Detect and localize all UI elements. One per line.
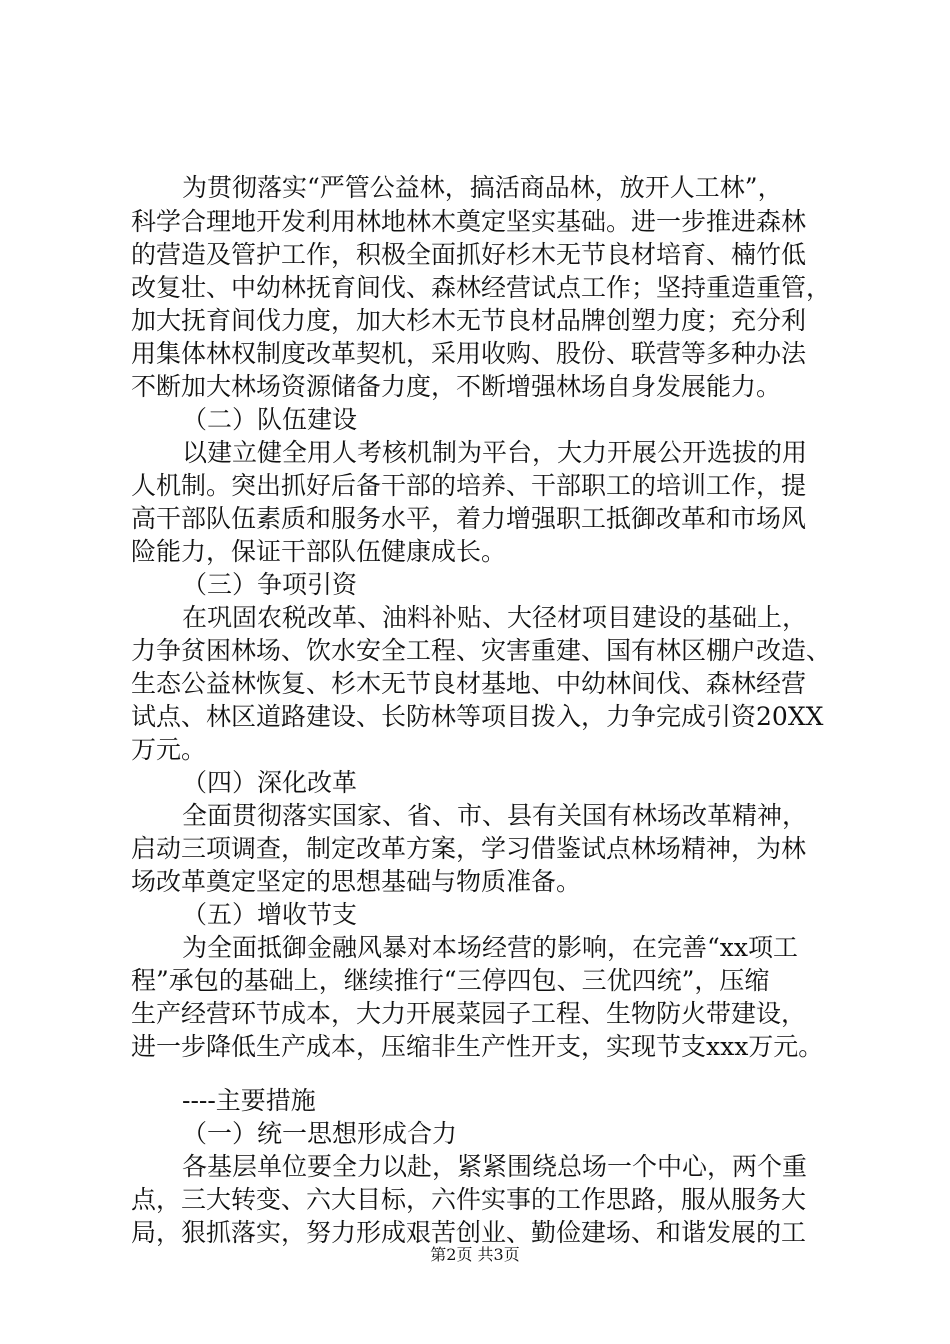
text-line: 场改革奠定坚定的思想基础与物质准备。 — [131, 867, 582, 896]
text-line: 局，狠抓落实，努力形成艰苦创业、勤俭建场、和谐发展的工 — [131, 1218, 807, 1247]
text-line: 不断加大林场资源储备力度，不断增强林场自身发展能力。 — [131, 372, 782, 401]
text-line: 险能力，保证干部队伍健康成长。 — [131, 537, 507, 566]
section-heading: （四）深化改革 — [182, 768, 358, 797]
text-line: 各基层单位要全力以赴，紧紧围绕总场一个中心，两个重 — [182, 1152, 808, 1181]
text-line: 改复壮、中幼林抚育间伐、森林经营试点工作；坚持重造重管， — [131, 273, 832, 302]
text-line: 加大抚育间伐力度，加大杉木无节良材品牌创塑力度；充分利 — [131, 306, 807, 335]
text-line: 以建立健全用人考核机制为平台，大力开展公开选拔的用 — [182, 438, 808, 467]
text-line: 进一步降低生产成本，压缩非生产性开支，实现节支xxx万元。 — [131, 1032, 824, 1061]
text-line: 万元。 — [131, 735, 207, 764]
text-line: 用集体林权制度改革契机，采用收购、股份、联营等多种办法 — [131, 339, 807, 368]
text-line: 在巩固农税改革、油料补贴、大径材项目建设的基础上， — [182, 603, 808, 632]
text-line: 力争贫困林场、饮水安全工程、灾害重建、国有林区棚户改造、 — [131, 636, 832, 665]
text-line: 生产经营环节成本，大力开展菜园子工程、生物防火带建设， — [131, 999, 807, 1028]
section-heading: （三）争项引资 — [182, 570, 358, 599]
text-line: 的营造及管护工作，积极全面抓好杉木无节良材培育、楠竹低 — [131, 240, 807, 269]
text-line: 高干部队伍素质和服务水平，着力增强职工抵御改革和市场风 — [131, 504, 807, 533]
section-heading: （二）队伍建设 — [182, 405, 358, 434]
text-line: 为全面抵御金融风暴对本场经营的影响，在完善“xx项工 — [182, 933, 798, 962]
section-heading: ----主要措施 — [182, 1086, 316, 1115]
text-line: 科学合理地开发利用林地林木奠定坚实基础。进一步推进森林 — [131, 207, 807, 236]
text-line: 为贯彻落实“严管公益林，搞活商品林，放开人工林”， — [182, 173, 783, 202]
text-line: 生态公益林恢复、杉木无节良材基地、中幼林间伐、森林经营 — [131, 669, 807, 698]
text-line: 点，三大转变、六大目标，六件实事的工作思路，服从服务大 — [131, 1185, 807, 1214]
page-footer: 第2页 共3页 — [430, 1245, 520, 1264]
section-heading: （五）增收节支 — [182, 900, 358, 929]
text-line: 启动三项调查，制定改革方案，学习借鉴试点林场精神，为林 — [131, 834, 807, 863]
text-line: 人机制。突出抓好后备干部的培养、干部职工的培训工作，提 — [131, 471, 807, 500]
text-line: 试点、林区道路建设、长防林等项目拨入，力争完成引资20XX — [131, 702, 824, 731]
section-heading: （一）统一思想形成合力 — [182, 1119, 458, 1148]
text-line: 全面贯彻落实国家、省、市、县有关国有林场改革精神， — [182, 801, 808, 830]
text-line: 程”承包的基础上，继续推行“三停四包、三优四统”，压缩 — [131, 966, 770, 995]
